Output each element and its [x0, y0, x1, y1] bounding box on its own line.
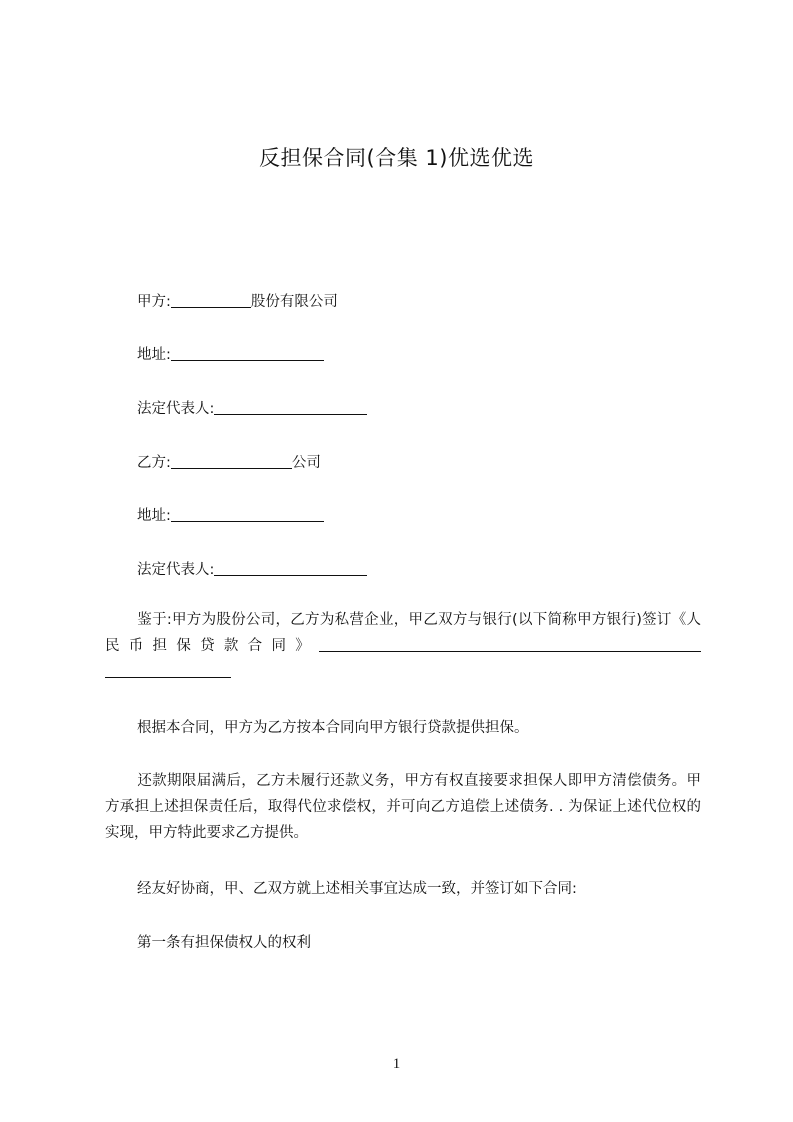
contract-number-blank-continued — [105, 663, 231, 678]
agreement-paragraph — [105, 876, 701, 902]
whereas-text: 鉴于:甲方为股份公司，乙方为私营企业，甲乙双方与银行(以下简称甲方银行)签订《人民币担保贷款合同》 — [105, 612, 701, 654]
party-b-rep-blank — [214, 561, 367, 576]
party-a-label: 甲方: — [137, 294, 171, 310]
article-1-heading — [105, 930, 701, 956]
party-a-rep-label: 法定代表人: — [137, 401, 215, 417]
repayment-text: 还款期限届满后，乙方未履行还款义务，甲方有权直接要求担保人即甲方清偿债务。甲方承担上述担保责任后，取得代位求偿权，并可向乙方追偿上述债务. . 为保证上述代位权的实现，甲方特此要求乙方提供。 — [105, 773, 701, 841]
party-a-rep-line — [137, 400, 367, 417]
party-a-name-blank — [171, 293, 251, 308]
article-1-text: 第一条有担保债权人的权利 — [137, 935, 311, 951]
document-title: 反担保合同(合集 1)优选优选 — [259, 146, 534, 170]
party-a-address-line — [137, 346, 324, 363]
page-number: 1 — [392, 1056, 401, 1072]
party-a-address-blank — [171, 346, 324, 361]
party-a-line — [137, 293, 338, 310]
party-a-suffix: 股份有限公司 — [250, 294, 338, 310]
party-a-rep-blank — [214, 400, 367, 415]
agreement-text: 经友好协商，甲、乙双方就上述相关事宜达成一致，并签订如下合同: — [137, 881, 577, 897]
basis-paragraph — [105, 715, 701, 741]
party-b-line — [137, 454, 321, 471]
contract-number-blank — [319, 637, 701, 652]
party-a-address-label: 地址: — [137, 347, 171, 363]
basis-text: 根据本合同，甲方为乙方按本合同向甲方银行贷款提供担保。 — [137, 720, 529, 736]
party-b-label: 乙方: — [137, 455, 171, 471]
party-b-address-blank — [171, 507, 324, 522]
whereas-paragraph — [105, 607, 701, 685]
party-b-rep-line — [137, 561, 367, 578]
party-b-address-label: 地址: — [137, 508, 171, 524]
party-b-address-line — [137, 507, 324, 524]
repayment-paragraph — [105, 768, 701, 846]
party-b-rep-label: 法定代表人: — [137, 562, 215, 578]
party-b-suffix: 公司 — [291, 455, 321, 471]
party-b-name-blank — [171, 454, 292, 469]
